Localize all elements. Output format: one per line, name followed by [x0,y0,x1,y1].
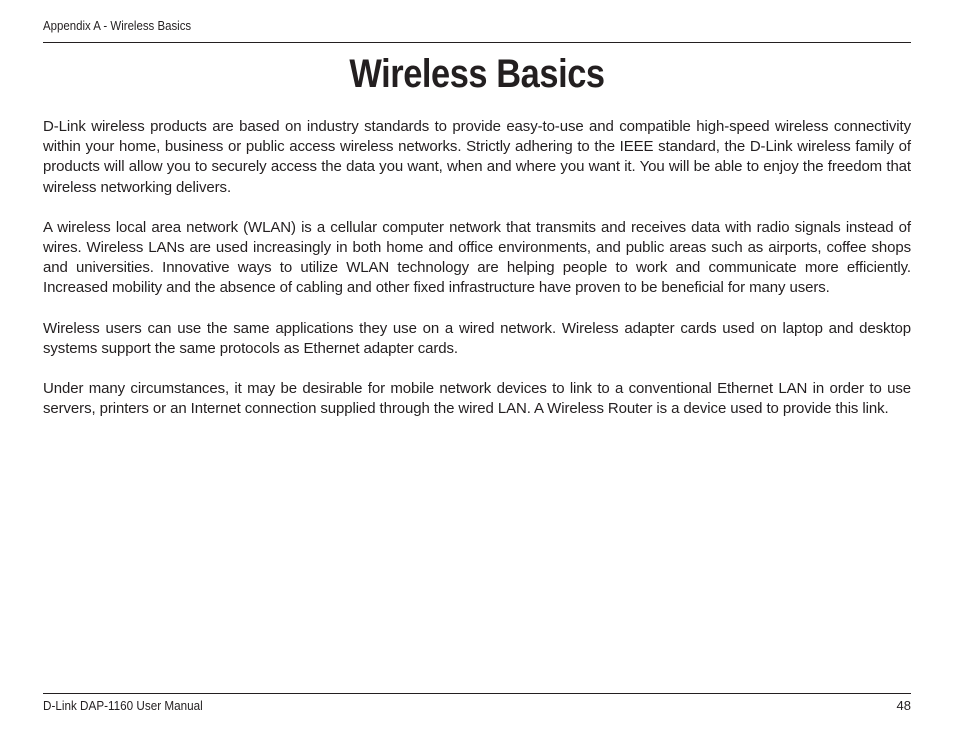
page-title: Wireless Basics [349,52,605,96]
paragraph-intro: D-Link wireless products are based on industry standards to provide easy-to-use and compatible high-speed wireless connectivity within your home, business or public access wireless networks. Strictly adhering to the IEEE standard, the D-Link wireless family of products will allow you to securely access the data you want, when and where you want it. You will be able to enjoy the freedom that wireless networking delivers. [43,118,911,196]
footer-divider [43,693,911,694]
footer-manual-title: D-Link DAP-1160 User Manual [43,698,203,713]
paragraph-wlan: A wireless local area network (WLAN) is a cellular computer network that transmits and receives data with radio signals instead of wires. Wireless LANs are used increasingly in both home and office environments, and public areas such as airports, coffee shops and universities. Innovative ways to utilize WLAN technology are helping people to work and communicate more efficiently. Increased mobility and the absence of cabling and other fixed infrastructure have proven to be beneficial for many users. [43,218,911,297]
header-divider [43,42,911,43]
running-header: Appendix A - Wireless Basics [43,18,192,33]
paragraph-ethernet-link: Under many circumstances, it may be desirable for mobile network devices to link to a conventional Ethernet LAN in order to use servers, printers or an Internet connection supplied through the wired LAN. A Wireless Router is a device used to provide this link. [43,380,911,418]
page-number: 48 [896,698,911,713]
body-text [43,117,911,439]
paragraph-applications: Wireless users can use the same applications they use on a wired network. Wireless adapter cards used on laptop and desktop systems support the same protocols as Ethernet adapter cards. [43,319,911,357]
